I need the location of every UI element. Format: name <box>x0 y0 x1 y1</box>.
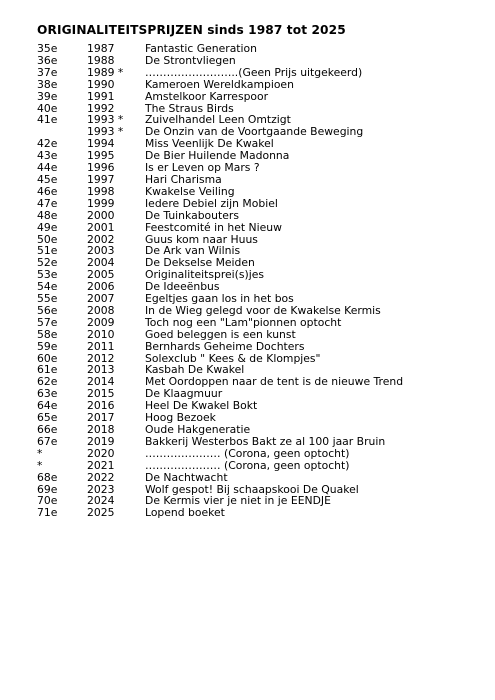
list-item <box>0 341 495 353</box>
entry-year: 2025 <box>87 506 115 520</box>
entry-rank: 54e <box>37 280 58 294</box>
entry-year: 2016 <box>87 399 115 413</box>
entry-rank: 52e <box>37 256 58 270</box>
entry-year: 2008 <box>87 303 115 317</box>
entry-rank: 70e <box>37 494 58 508</box>
list-item <box>0 186 495 198</box>
entry-rank: 71e <box>37 506 58 520</box>
list-item <box>0 400 495 412</box>
entry-rank: 67e <box>37 434 58 448</box>
entry-name: De Ideeënbus <box>145 280 220 294</box>
entry-rank: 42e <box>37 137 58 151</box>
list-item <box>0 472 495 484</box>
entry-year: 2004 <box>87 256 115 270</box>
list-item <box>0 376 495 388</box>
entry-name: Lopend boeket <box>145 506 225 520</box>
list-item <box>0 67 495 79</box>
entry-name: Oude Hakgeneratie <box>145 423 251 436</box>
entry-rank: 45e <box>37 172 58 186</box>
document-title: ORIGINALITEITSPRIJZEN sinds 1987 tot 2025 <box>37 23 346 37</box>
entry-year: 2010 <box>87 327 115 341</box>
entry-name: Egeltjes gaan los in het bos <box>145 292 294 306</box>
entry-rank: * <box>37 446 43 460</box>
entry-year: 2017 <box>87 411 115 425</box>
entry-rank: 51e <box>37 244 58 258</box>
entry-year: 2021 <box>87 458 115 472</box>
entry-rank: * <box>37 458 43 472</box>
entry-name: Feestcomité in het Nieuw <box>145 220 282 234</box>
entry-year: 1998 <box>87 184 115 198</box>
entry-rank: 40e <box>37 101 58 115</box>
entry-year: 2024 <box>87 494 115 508</box>
entry-year: 1988 <box>87 53 115 67</box>
entry-name: Bakkerij Westerbos Bakt ze al 100 jaar Bruin <box>145 434 386 448</box>
list-item <box>0 198 495 210</box>
entry-name: Hoog Bezoek <box>145 411 216 425</box>
entry-name: De Dekselse Meiden <box>145 256 255 270</box>
entry-year: 2019 <box>87 434 115 448</box>
entry-rank: 59e <box>37 339 58 353</box>
entry-year: 2018 <box>87 423 115 436</box>
entry-year: 1994 <box>87 137 115 151</box>
entry-rank: 66e <box>37 423 58 436</box>
entry-name: De Bier Huilende Madonna <box>145 149 290 163</box>
entry-name: Kasbah De Kwakel <box>145 363 245 377</box>
entry-name: The Straus Birds <box>145 101 234 115</box>
list-item <box>0 174 495 186</box>
entry-year: 1997 <box>87 172 115 186</box>
entry-year: 2006 <box>87 280 115 294</box>
entry-year: 2001 <box>87 220 115 234</box>
entry-year: 2013 <box>87 363 115 377</box>
list-item <box>0 269 495 281</box>
entry-rank: 62e <box>37 375 58 389</box>
entry-name: De Strontvliegen <box>145 53 236 67</box>
entry-year: 1993 * <box>87 113 124 127</box>
entry-rank: 43e <box>37 149 58 163</box>
list-item <box>0 317 495 329</box>
entry-name: De Kermis vier je niet in je EENDJE <box>145 494 331 508</box>
entry-rank: 35e <box>37 42 58 55</box>
list-item <box>0 460 495 472</box>
entry-year: 1991 <box>87 89 115 103</box>
entry-rank: 37e <box>37 65 58 79</box>
entry-year: 2022 <box>87 470 115 484</box>
entry-year: 2005 <box>87 268 115 282</box>
entry-year: 1999 <box>87 196 115 210</box>
list-item <box>0 222 495 234</box>
entry-name: De Tuinkabouters <box>145 208 239 222</box>
entry-name: ……………………..(Geen Prijs uitgekeerd) <box>145 65 363 79</box>
entry-year: 2009 <box>87 315 115 329</box>
entry-rank: 44e <box>37 161 58 175</box>
entry-rank: 47e <box>37 196 58 210</box>
entry-name: In de Wieg gelegd voor de Kwakelse Kermis <box>145 303 381 317</box>
entry-rank: 39e <box>37 89 58 103</box>
entry-name: ………………… (Corona, geen optocht) <box>145 446 350 460</box>
entry-name: ………………… (Corona, geen optocht) <box>145 458 350 472</box>
entry-name: Kameroen Wereldkampioen <box>145 77 294 91</box>
list-item <box>0 507 495 519</box>
entry-rank: 36e <box>37 53 58 67</box>
list-item <box>0 329 495 341</box>
entry-name: Kwakelse Veiling <box>145 184 235 198</box>
entry-rank: 38e <box>37 77 58 91</box>
entry-year: 2011 <box>87 339 115 353</box>
entry-year: 1990 <box>87 77 115 91</box>
entry-year: 1995 <box>87 149 115 163</box>
entry-year: 2003 <box>87 244 115 258</box>
entry-name: Wolf gespot! Bij schaapskooi De Quakel <box>145 482 359 496</box>
entry-rank: 63e <box>37 387 58 401</box>
entry-year: 2014 <box>87 375 115 389</box>
entry-name: Iedere Debiel zijn Mobiel <box>145 196 278 210</box>
entry-name: De Klaagmuur <box>145 387 223 401</box>
entry-year: 2023 <box>87 482 115 496</box>
list-item <box>0 234 495 246</box>
entry-rank: 69e <box>37 482 58 496</box>
entry-rank: 61e <box>37 363 58 377</box>
entry-rank: 65e <box>37 411 58 425</box>
entry-year: 1996 <box>87 161 115 175</box>
list-item <box>0 210 495 222</box>
entry-name: Fantastic Generation <box>145 42 257 55</box>
list-item <box>0 79 495 91</box>
entry-rank: 49e <box>37 220 58 234</box>
entry-year: 1992 <box>87 101 115 115</box>
entry-rank: 68e <box>37 470 58 484</box>
entry-name: Solexclub " Kees & de Klompjes" <box>145 351 321 365</box>
entry-name: Toch nog een "Lam"pionnen optocht <box>145 315 342 329</box>
entry-name: Guus kom naar Huus <box>145 232 258 246</box>
entry-name: Bernhards Geheime Dochters <box>145 339 305 353</box>
entry-name: De Ark van Wilnis <box>145 244 241 258</box>
list-item <box>0 162 495 174</box>
entry-rank: 57e <box>37 315 58 329</box>
entry-name: De Nachtwacht <box>145 470 228 484</box>
entry-name: Miss Veenlijk De Kwakel <box>145 137 274 151</box>
entry-year: 2002 <box>87 232 115 246</box>
entry-year: 1987 <box>87 42 115 55</box>
entry-name: Zuivelhandel Leen Omtzigt <box>145 113 291 127</box>
entry-rank: 48e <box>37 208 58 222</box>
entry-name: Hari Charisma <box>145 172 222 186</box>
entry-rank: 50e <box>37 232 58 246</box>
entry-rank: 41e <box>37 113 58 127</box>
entry-year: 2007 <box>87 292 115 306</box>
entry-rank: 53e <box>37 268 58 282</box>
list-item <box>0 448 495 460</box>
entry-name: Heel De Kwakel Bokt <box>145 399 258 413</box>
entry-year: 2012 <box>87 351 115 365</box>
entry-year: 2000 <box>87 208 115 222</box>
entry-rank: 64e <box>37 399 58 413</box>
list-item <box>0 495 495 507</box>
entry-name: Originaliteitsprei(s)jes <box>145 268 264 282</box>
entry-name: Is er Leven op Mars ? <box>145 161 260 175</box>
list-item <box>0 91 495 103</box>
entry-year: 1989 * <box>87 65 124 79</box>
entry-rank: 55e <box>37 292 58 306</box>
entry-name: De Onzin van de Voortgaande Beweging <box>145 125 364 139</box>
list-item <box>0 43 495 55</box>
entry-name: Met Oordoppen naar de tent is de nieuwe Trend <box>145 375 404 389</box>
entry-name: Amstelkoor Karrespoor <box>145 89 269 103</box>
entry-rank: 56e <box>37 303 58 317</box>
entry-year: 2015 <box>87 387 115 401</box>
entry-year: 1993 * <box>87 125 124 139</box>
entry-rank: 46e <box>37 184 58 198</box>
entry-rank: 58e <box>37 327 58 341</box>
entry-name: Goed beleggen is een kunst <box>145 327 296 341</box>
entry-rank: 60e <box>37 351 58 365</box>
list-item <box>0 353 495 365</box>
prize-list <box>0 43 495 519</box>
entry-year: 2020 <box>87 446 115 460</box>
